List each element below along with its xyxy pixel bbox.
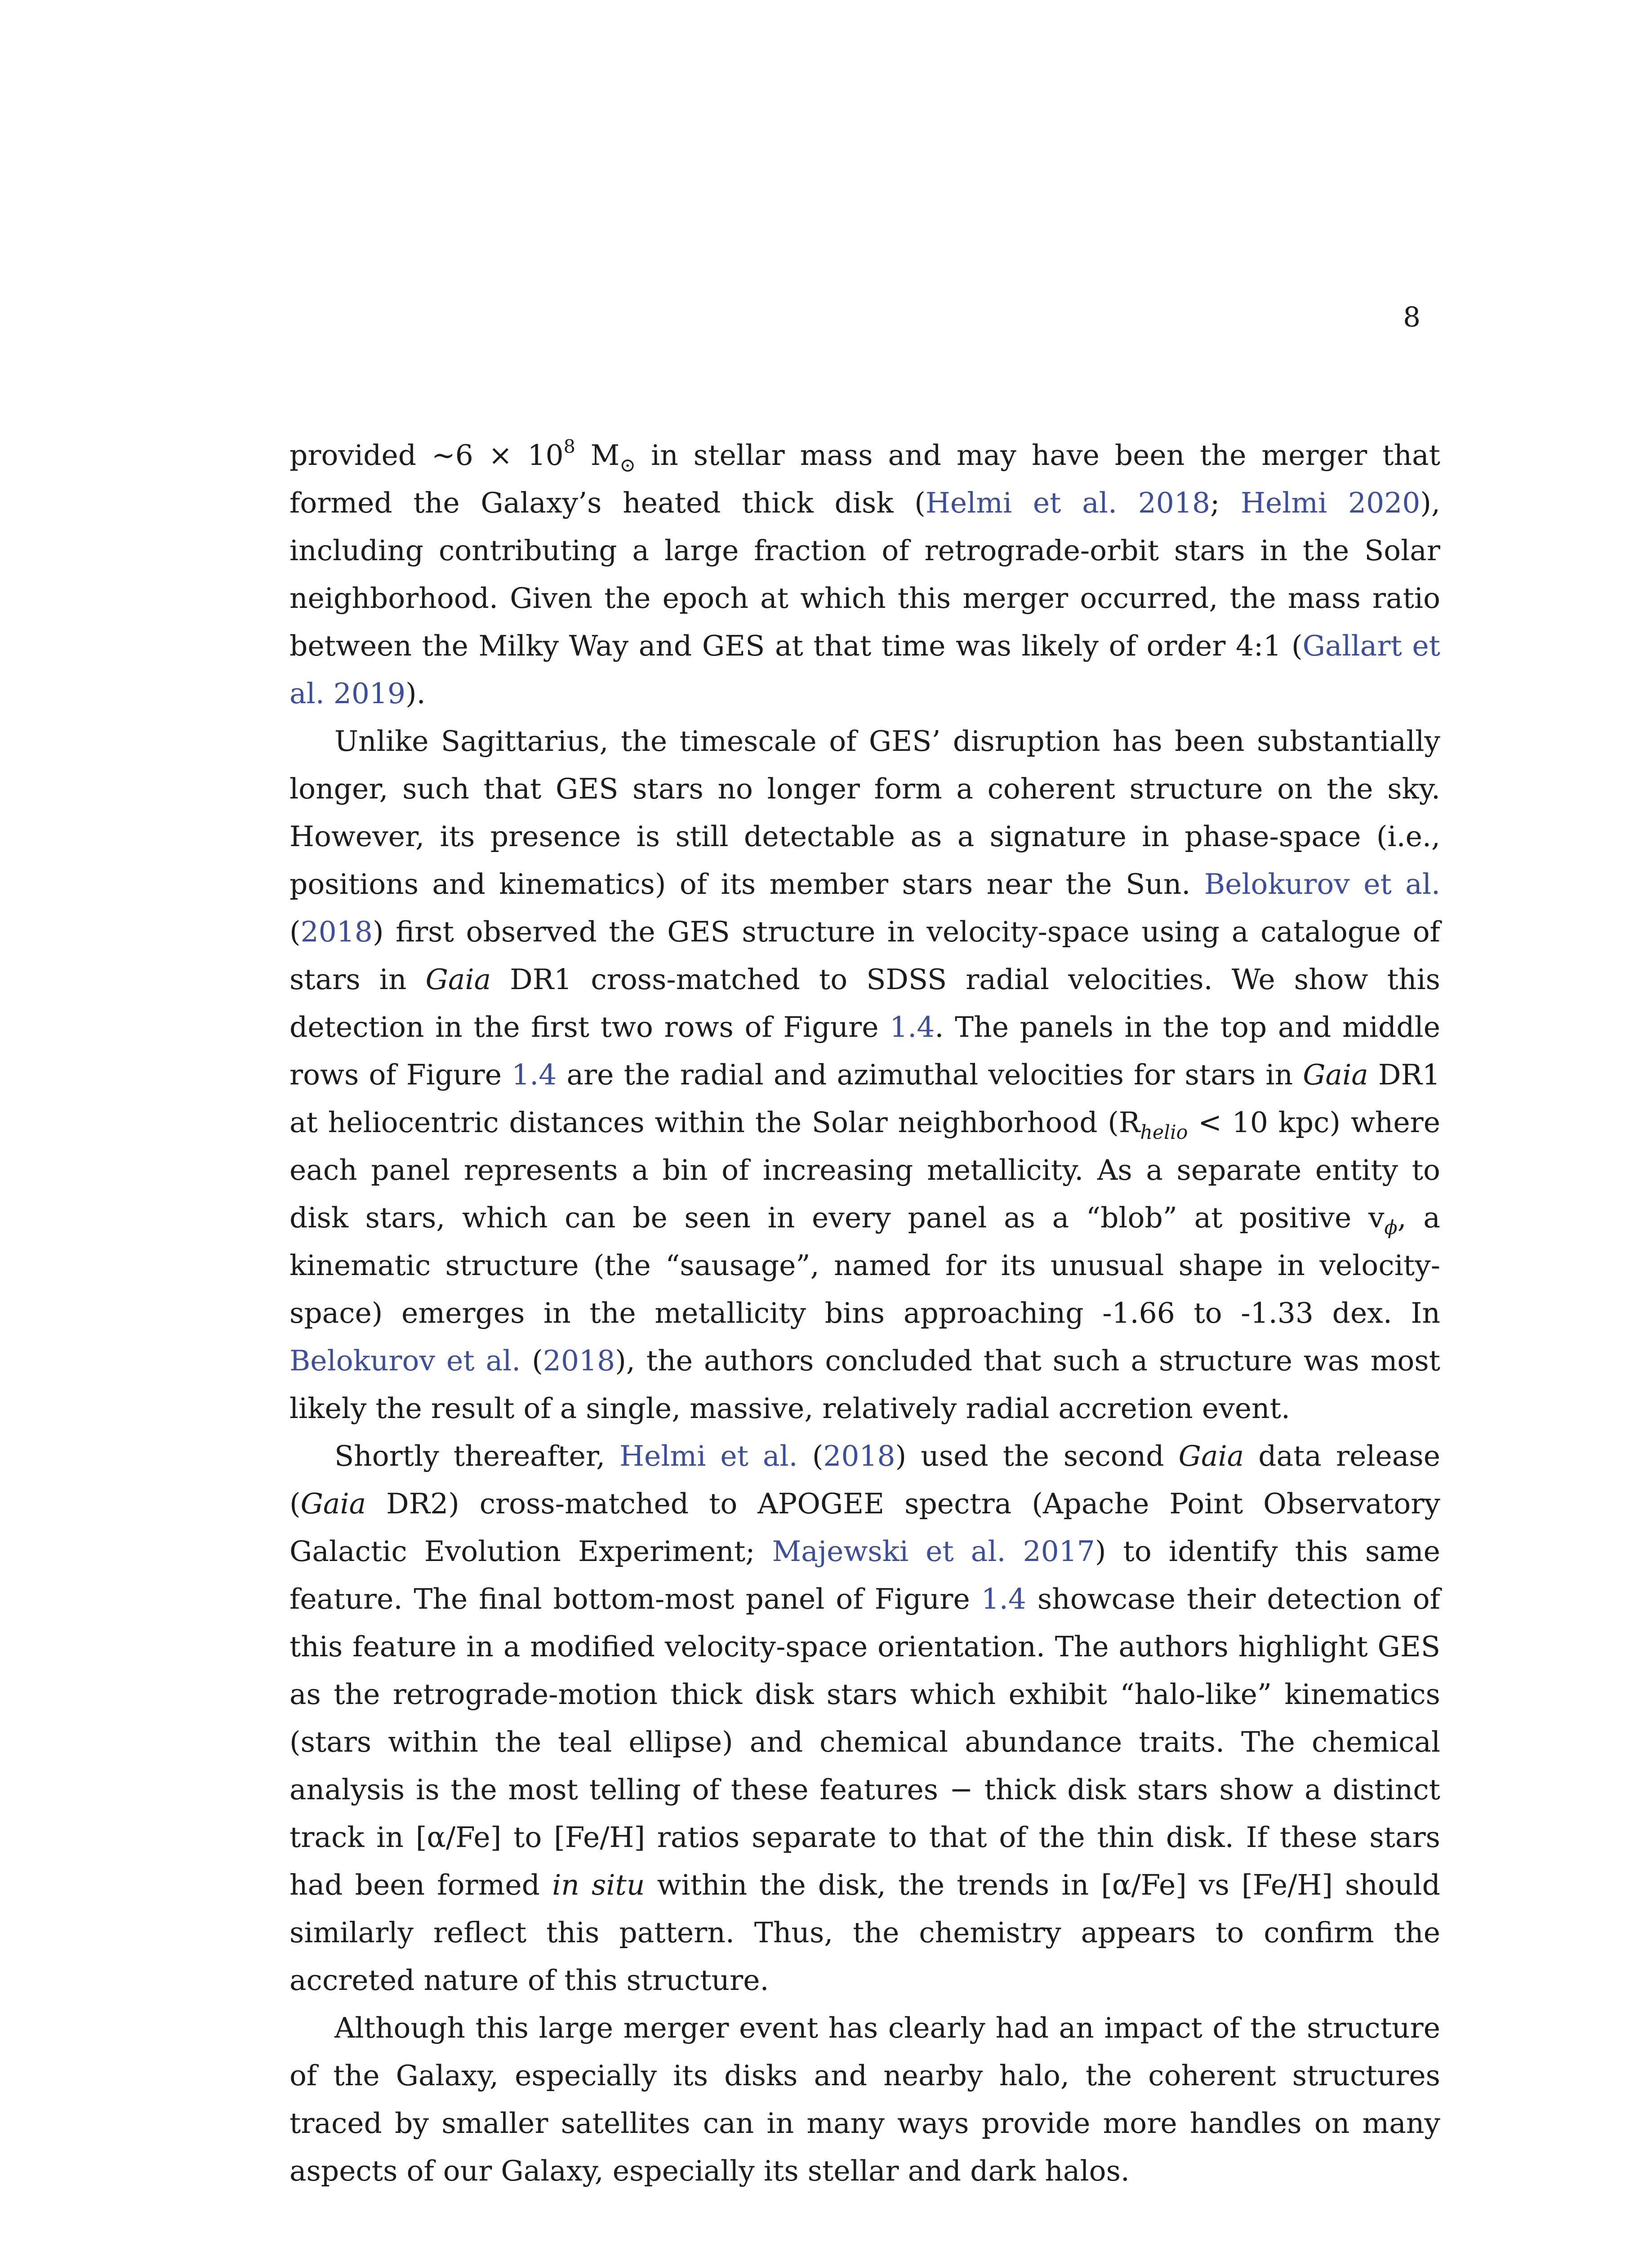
citation-link[interactable]: 1.4 bbox=[981, 1583, 1026, 1615]
citation-link[interactable]: 2018 bbox=[300, 915, 373, 948]
citation-link[interactable]: Belokurov et al. bbox=[289, 1344, 521, 1377]
citation-link[interactable]: 2018 bbox=[823, 1440, 895, 1472]
text-run: ) to identify this same feature. The final bottom-most panel of Figure bbox=[289, 1535, 1440, 1615]
text-run: ) used the second bbox=[895, 1440, 1179, 1472]
citation-link[interactable]: Helmi et al. 2018 bbox=[925, 486, 1211, 519]
paragraph-4 bbox=[289, 2004, 1440, 2195]
citation-link[interactable]: 1.4 bbox=[512, 1058, 557, 1091]
italic-text: in situ bbox=[552, 1869, 645, 1901]
text-run: , a kinematic structure (the “sausage”, named for its unusual shape in velocity-space) emerges in the metallicity bins approaching -1.66 to -1.33 dex. In bbox=[289, 1201, 1440, 1329]
page-number: 8 bbox=[1403, 301, 1420, 333]
text-run: ( bbox=[521, 1344, 543, 1377]
text-run: DR1 at heliocentric distances within the Solar neighborhood (R bbox=[289, 1058, 1440, 1139]
citation-link[interactable]: Majewski et al. 2017 bbox=[772, 1535, 1095, 1568]
text-run: Shortly thereafter, bbox=[334, 1440, 620, 1472]
citation-link[interactable]: Helmi 2020 bbox=[1241, 486, 1420, 519]
text-run: ). bbox=[405, 677, 426, 710]
italic-text: Gaia bbox=[1178, 1440, 1244, 1472]
subscript: helio bbox=[1140, 1121, 1188, 1144]
citation-link[interactable]: 2018 bbox=[543, 1344, 615, 1377]
text-run: ; bbox=[1210, 486, 1241, 519]
italic-text: Gaia bbox=[300, 1487, 366, 1520]
text-run: ), the authors concluded that such a structure was most likely the result of a single, massive, relatively radial accretion event. bbox=[289, 1344, 1441, 1425]
text-run: ), including contributing a large fraction of retrograde-orbit stars in the Solar neighborhood. Given the epoch at which this merger occurred, the mass ratio between the Milky Way and GES at that time was likely of order 4:1 ( bbox=[289, 486, 1440, 662]
text-run: ) first observed the GES structure in velocity-space using a catalogue of stars in bbox=[289, 915, 1440, 996]
citation-link[interactable]: Belokurov et al. bbox=[1204, 868, 1440, 901]
paragraph-3 bbox=[289, 1432, 1440, 2004]
text-run: are the radial and azimuthal velocities for stars in bbox=[557, 1058, 1303, 1091]
text-run: Unlike Sagittarius, the timescale of GES’ disruption has been substantially longer, such that GES stars no longer form a coherent structure on the sky. However, its presence is still detectable as a signature in phase-space (i.e., positions and kinematics) of its member stars near the Sun. bbox=[289, 725, 1440, 901]
paragraph-2 bbox=[289, 718, 1440, 1432]
italic-text: Gaia bbox=[1303, 1058, 1368, 1091]
paragraph-1 bbox=[289, 432, 1440, 718]
text-run: ( bbox=[289, 915, 301, 948]
body-text bbox=[289, 432, 1440, 2195]
superscript: 8 bbox=[563, 436, 575, 458]
text-run: < 10 kpc) where each panel represents a bin of increasing metallicity. As a separate entity to disk stars, which can be seen in every panel as a “blob” at positive v bbox=[289, 1106, 1440, 1234]
text-run: DR2) cross-matched to APOGEE spectra (Apache Point Observatory Galactic Evolution Experiment; bbox=[289, 1487, 1440, 1568]
text-run: Although this large merger event has clearly had an impact of the structure of the Galaxy, especially its disks and nearby halo, the coherent structures traced by smaller satellites can in many ways provide more handles on many aspects of our Galaxy, especially its stellar and dark halos. bbox=[289, 2012, 1440, 2187]
text-run: M bbox=[575, 439, 620, 472]
italic-text: Gaia bbox=[425, 963, 491, 996]
text-run: showcase their detection of this feature in a modified velocity-space orientation. The authors highlight GES as the retrograde-motion thick disk stars which exhibit “halo-like” kinematics (stars within the teal ellipse) and chemical abundance traits. The chemical analysis is the most telling of these features − thick disk stars show a distinct track in [α/Fe] to [Fe/H] ratios separate to that of the thin disk. If these stars had been formed bbox=[289, 1583, 1440, 1901]
citation-link[interactable]: 1.4 bbox=[890, 1011, 935, 1044]
text-run: . The panels in the top and middle rows of Figure bbox=[289, 1011, 1440, 1091]
text-run: ( bbox=[797, 1440, 824, 1472]
text-run: in stellar mass and may have been the merger that formed the Galaxy’s heated thick disk ( bbox=[289, 439, 1440, 519]
text-run: provided ∼6 × 10 bbox=[289, 439, 564, 472]
text-run: data release ( bbox=[289, 1440, 1440, 1520]
text-run: within the disk, the trends in [α/Fe] vs [Fe/H] should similarly reflect this pattern. Thus, the chemistry appears to confirm the accreted nature of this structure. bbox=[289, 1869, 1440, 1997]
citation-link[interactable]: Gallart et al. 2019 bbox=[289, 629, 1440, 710]
subscript: ϕ bbox=[1384, 1216, 1398, 1239]
citation-link[interactable]: Helmi et al. bbox=[619, 1440, 798, 1472]
text-run: DR1 cross-matched to SDSS radial velocities. We show this detection in the first two rows of Figure bbox=[289, 963, 1440, 1044]
subscript: ⊙ bbox=[619, 454, 636, 477]
